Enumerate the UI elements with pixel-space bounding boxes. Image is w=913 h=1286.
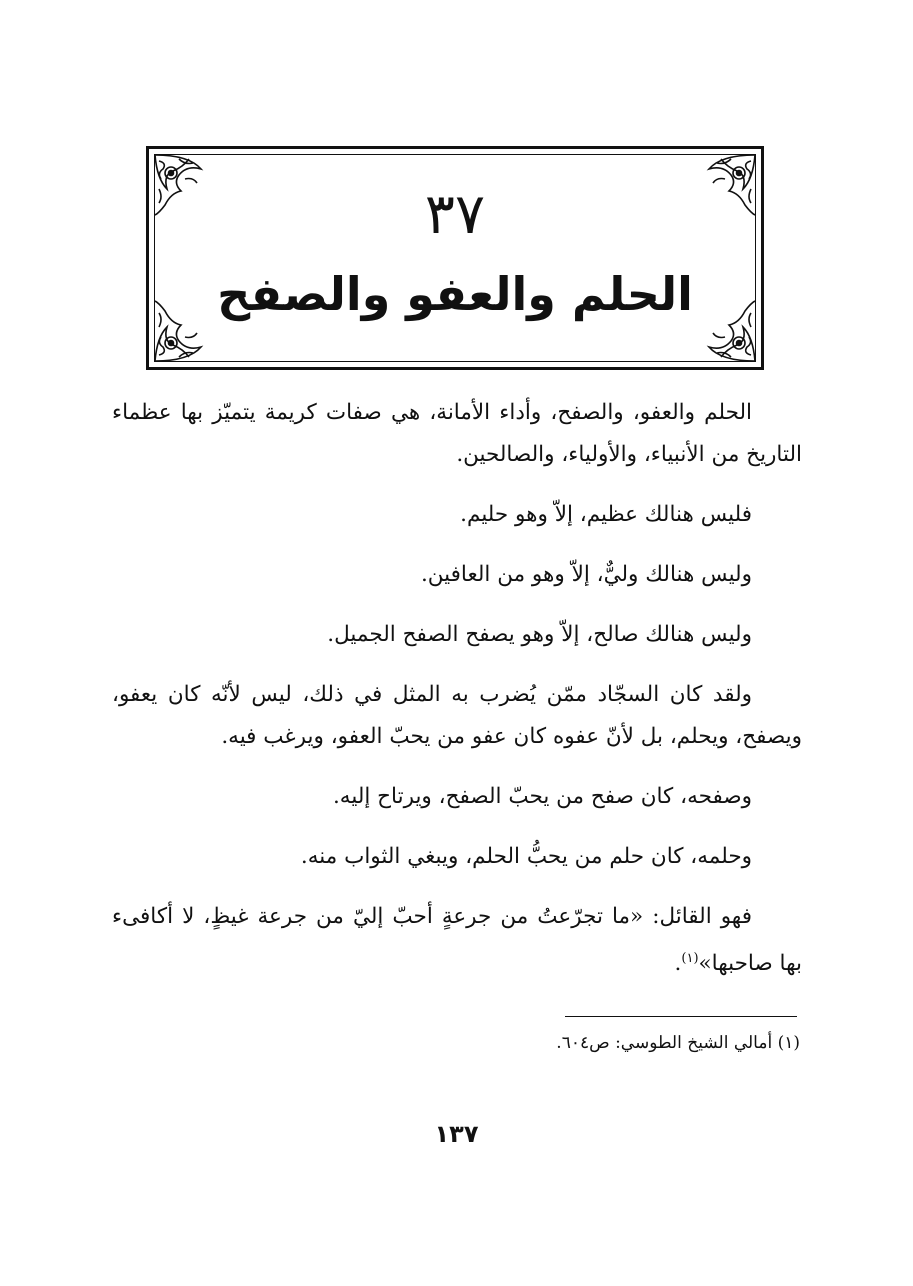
- paragraph: ولقد كان السجّاد ممّن يُضرب به المثل في ذلك، ليس لأنّه كان يعفو، ويصفح، ويحلم، بل لأنّ عفوه كان عفو من يحبّ العفو، ويرغب فيه.: [112, 682, 802, 749]
- paragraph: وليس هنالك وليٌّ، إلاّ وهو من العافين.: [420, 562, 752, 587]
- paragraph: الحلم والعفو، والصفح، وأداء الأمانة، هي صفات كريمة يتميّز بها عظماء التاريخ من الأنبياء، والأولياء، والصالحين.: [112, 400, 802, 467]
- paragraph: وحلمه، كان حلم من يحبُّ الحلم، ويبغي الثواب منه.: [300, 844, 752, 869]
- footnote: (١) أمالي الشيخ الطوسي: ص٦٠٤.: [556, 1033, 800, 1053]
- quote-end: .: [674, 951, 682, 977]
- paragraph: فليس هنالك عظيم، إلاّ وهو حليم.: [460, 502, 752, 527]
- quote-text: فهو القائل: «ما تجرّعتُ من جرعةٍ أحبّ إليّ من جرعة غيظٍ، لا أكافىء بها صاحبها»: [112, 904, 802, 977]
- paragraph: وصفحه، كان صفح من يحبّ الصفح، ويرتاح إليه.: [332, 784, 752, 809]
- paragraph: وليس هنالك صالح، إلاّ وهو يصفح الصفح الجميل.: [327, 622, 752, 647]
- footnote-reference[interactable]: (١): [681, 951, 699, 966]
- chapter-title-frame: [146, 146, 764, 370]
- chapter-number: ٣٧: [424, 182, 486, 247]
- page-number: ١٣٧: [434, 1120, 479, 1148]
- chapter-title: الحلم والعفو والصفح: [217, 267, 693, 321]
- quote-paragraph: [112, 896, 802, 985]
- body-text: [112, 392, 802, 1003]
- footnote-divider: [565, 1016, 797, 1017]
